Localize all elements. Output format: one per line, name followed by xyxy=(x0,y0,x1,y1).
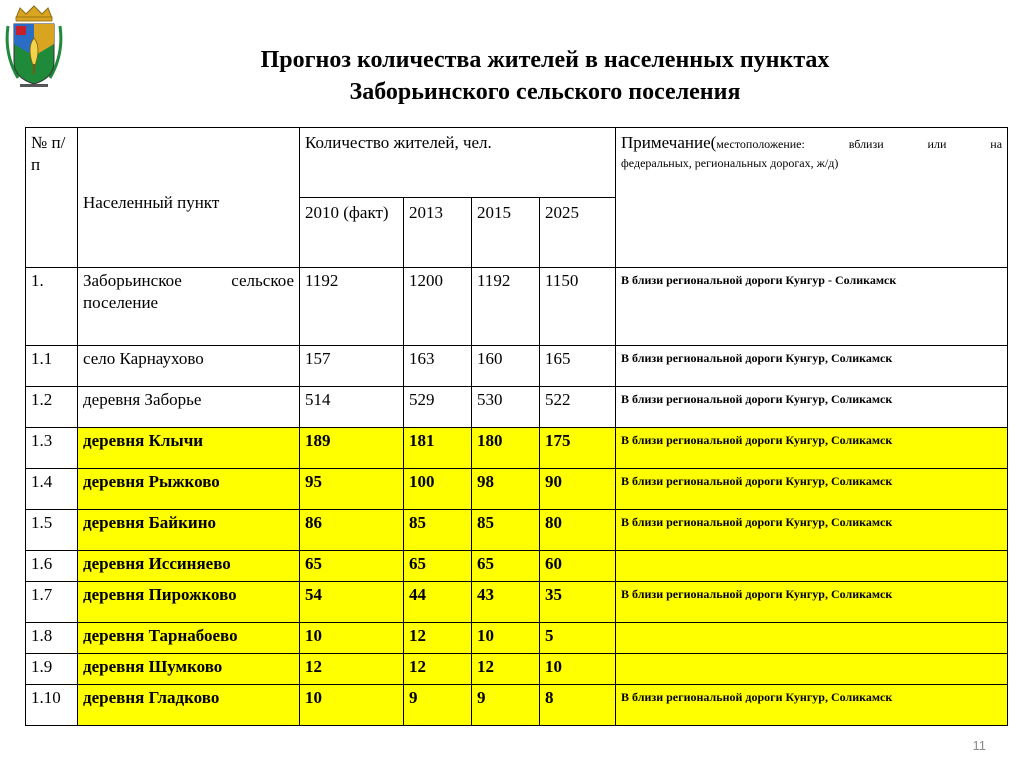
row-2010: 10 xyxy=(300,685,404,726)
row-note: В близи региональной дороги Кунгур, Соликамск xyxy=(616,685,1008,726)
row-note: В близи региональной дороги Кунгур, Соликамск xyxy=(616,582,1008,623)
table-row xyxy=(26,551,1008,582)
row-2015: 1192 xyxy=(472,268,540,346)
row-2025: 10 xyxy=(540,654,616,685)
row-settlement: деревня Гладково xyxy=(78,685,300,726)
header-year-2015: 2015 xyxy=(472,198,540,268)
row-num: 1.10 xyxy=(26,685,78,726)
table-row xyxy=(26,582,1008,623)
row-note: В близи региональной дороги Кунгур, Соликамск xyxy=(616,346,1008,387)
row-2025: 80 xyxy=(540,510,616,551)
row-2015: 43 xyxy=(472,582,540,623)
row-2025: 522 xyxy=(540,387,616,428)
row-2025: 165 xyxy=(540,346,616,387)
row-settlement: село Карнаухово xyxy=(78,346,300,387)
row-num: 1.5 xyxy=(26,510,78,551)
population-table xyxy=(25,127,1008,726)
table-row xyxy=(26,685,1008,726)
row-2013: 65 xyxy=(404,551,472,582)
row-settlement: деревня Клычи xyxy=(78,428,300,469)
row-2010: 86 xyxy=(300,510,404,551)
row-2013: 12 xyxy=(404,654,472,685)
header-settlement: Населенный пункт xyxy=(78,128,300,268)
row-2015: 65 xyxy=(472,551,540,582)
row-2010: 10 xyxy=(300,623,404,654)
page-title xyxy=(120,44,970,108)
row-2010: 157 xyxy=(300,346,404,387)
row-2013: 12 xyxy=(404,623,472,654)
row-num: 1.6 xyxy=(26,551,78,582)
row-2015: 180 xyxy=(472,428,540,469)
row-note xyxy=(616,654,1008,685)
row-2025: 175 xyxy=(540,428,616,469)
header-year-2025: 2025 xyxy=(540,198,616,268)
row-num: 1.8 xyxy=(26,623,78,654)
coat-of-arms-icon xyxy=(4,4,64,90)
row-2013: 100 xyxy=(404,469,472,510)
row-2010: 514 xyxy=(300,387,404,428)
row-2010: 189 xyxy=(300,428,404,469)
header-row-1 xyxy=(26,128,1008,198)
row-note: В близи региональной дороги Кунгур, Соликамск xyxy=(616,428,1008,469)
row-2010: 54 xyxy=(300,582,404,623)
row-2015: 9 xyxy=(472,685,540,726)
row-num: 1.2 xyxy=(26,387,78,428)
table-row xyxy=(26,346,1008,387)
header-year-2010: 2010 (факт) xyxy=(300,198,404,268)
page-number: 11 xyxy=(972,738,986,753)
table-row xyxy=(26,428,1008,469)
row-2015: 85 xyxy=(472,510,540,551)
header-num: № п/п xyxy=(26,128,78,268)
row-2010: 12 xyxy=(300,654,404,685)
table-row xyxy=(26,268,1008,346)
row-settlement: деревня Байкино xyxy=(78,510,300,551)
row-2025: 1150 xyxy=(540,268,616,346)
row-settlement: деревня Тарнабоево xyxy=(78,623,300,654)
row-2010: 95 xyxy=(300,469,404,510)
row-settlement: деревня Пирожково xyxy=(78,582,300,623)
table-row xyxy=(26,469,1008,510)
row-2025: 90 xyxy=(540,469,616,510)
title-line-2: Заборьинского сельского поселения xyxy=(349,79,741,105)
row-num: 1.1 xyxy=(26,346,78,387)
row-2010: 1192 xyxy=(300,268,404,346)
row-settlement: деревня Шумково xyxy=(78,654,300,685)
row-note xyxy=(616,623,1008,654)
header-year-2013: 2013 xyxy=(404,198,472,268)
row-settlement: деревня Иссиняево xyxy=(78,551,300,582)
table-row xyxy=(26,387,1008,428)
row-2025: 35 xyxy=(540,582,616,623)
row-settlement: Заборьинское сельское поселение xyxy=(78,268,300,346)
header-note xyxy=(616,128,1008,268)
row-settlement: деревня Рыжково xyxy=(78,469,300,510)
header-note-small-1: местоположение: вблизи или на xyxy=(716,137,1003,151)
header-note-small-2: федеральных, региональных дорогах, ж/д) xyxy=(621,156,839,170)
row-note: В близи региональной дороги Кунгур, Соликамск xyxy=(616,510,1008,551)
row-note xyxy=(616,551,1008,582)
table-row xyxy=(26,623,1008,654)
row-2013: 163 xyxy=(404,346,472,387)
table-row xyxy=(26,510,1008,551)
row-2025: 8 xyxy=(540,685,616,726)
row-2015: 530 xyxy=(472,387,540,428)
row-num: 1.4 xyxy=(26,469,78,510)
row-2013: 85 xyxy=(404,510,472,551)
header-note-main: Примечание( xyxy=(621,133,717,152)
row-2015: 12 xyxy=(472,654,540,685)
table-row xyxy=(26,654,1008,685)
row-2025: 5 xyxy=(540,623,616,654)
row-2015: 160 xyxy=(472,346,540,387)
row-note: В близи региональной дороги Кунгур, Соликамск xyxy=(616,469,1008,510)
row-num: 1.7 xyxy=(26,582,78,623)
row-2010: 65 xyxy=(300,551,404,582)
row-2013: 181 xyxy=(404,428,472,469)
row-2025: 60 xyxy=(540,551,616,582)
row-2015: 98 xyxy=(472,469,540,510)
row-num: 1.3 xyxy=(26,428,78,469)
row-2013: 529 xyxy=(404,387,472,428)
row-num: 1.9 xyxy=(26,654,78,685)
row-num: 1. xyxy=(26,268,78,346)
header-population: Количество жителей, чел. xyxy=(300,128,616,198)
row-note: В близи региональной дороги Кунгур - Соликамск xyxy=(616,268,1008,346)
row-2013: 1200 xyxy=(404,268,472,346)
row-settlement: деревня Заборье xyxy=(78,387,300,428)
row-note: В близи региональной дороги Кунгур, Соликамск xyxy=(616,387,1008,428)
row-2013: 44 xyxy=(404,582,472,623)
row-2013: 9 xyxy=(404,685,472,726)
title-line-1: Прогноз количества жителей в населенных пунктах xyxy=(260,47,830,73)
row-2015: 10 xyxy=(472,623,540,654)
